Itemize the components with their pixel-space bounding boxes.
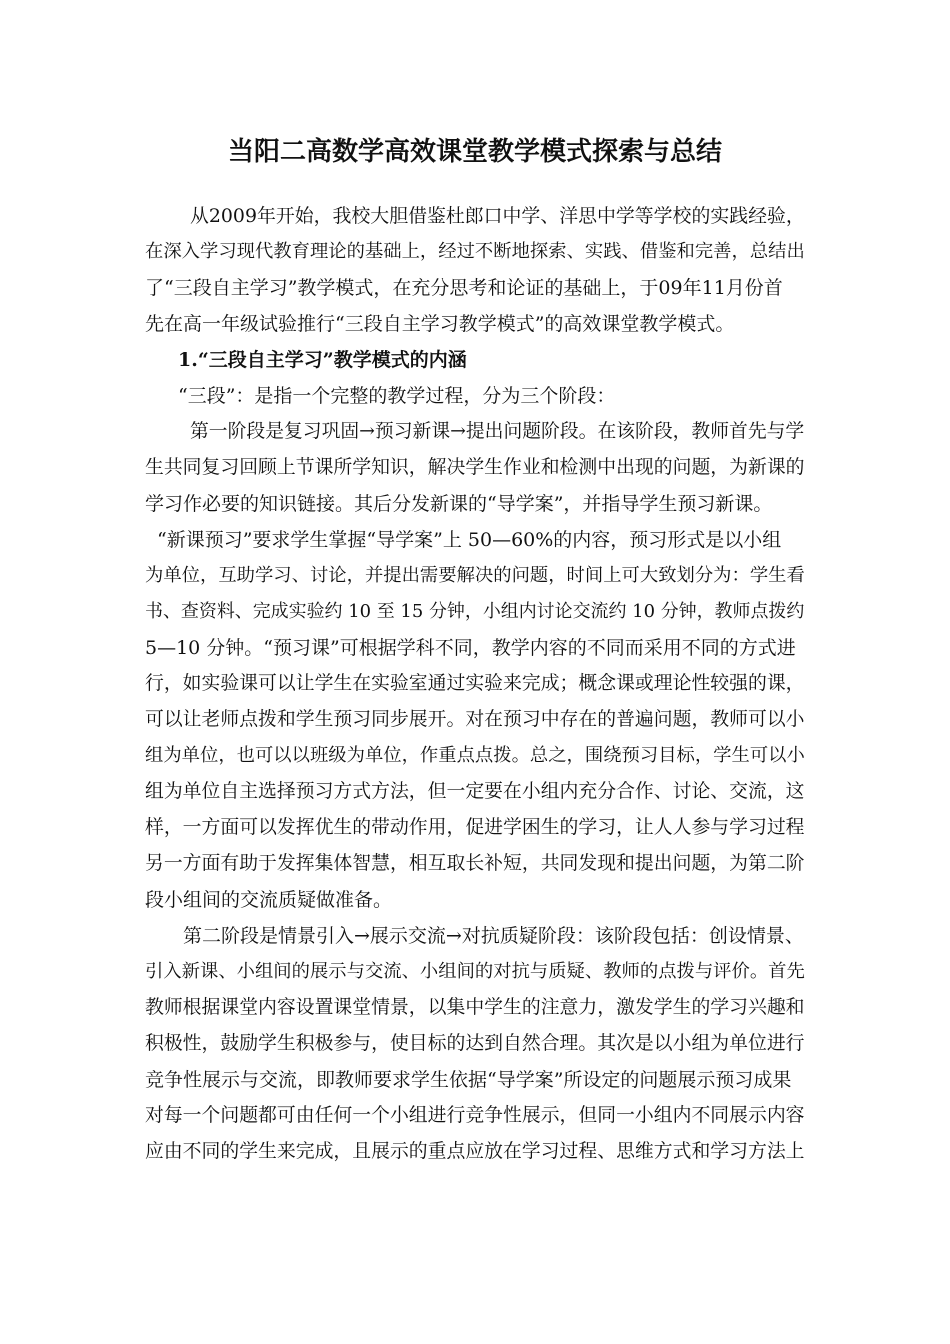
paragraph-line: 应由不同的学生来完成，且展示的重点应放在学习过程、思维方式和学习方法上 [145,1141,805,1162]
paragraph-line: 生共同复习回顾上节课所学知识，解决学生作业和检测中出现的问题，为新课的 [145,457,805,478]
paragraph-line: 行，如实验课可以让学生在实验室通过实验来完成；概念课或理论性较强的课， [145,673,805,694]
paragraph-line: 段小组间的交流质疑做准备。 [145,889,393,911]
paragraph-line: 在深入学习现代教育理论的基础上，经过不断地探索、实践、借鉴和完善，总结出 [145,241,805,262]
paragraph-line: 积极性，鼓励学生积极参与，使目标的达到自然合理。其次是以小组为单位进行 [145,1033,805,1054]
paragraph-line: 样，一方面可以发挥优生的带动作用，促进学困生的学习，让人人参与学习过程 [145,817,805,838]
paragraph-line: 引入新课、小组间的展示与交流、小组间的对抗与质疑、教师的点拨与评价。首先 [145,961,805,982]
paragraph-line: 第二阶段是情景引入→展示交流→对抗质疑阶段：该阶段包括：创设情景、 [183,925,804,947]
paragraph-line: 组为单位自主选择预习方式方法，但一定要在小组内充分合作、讨论、交流，这 [145,781,805,802]
paragraph-line: 为单位，互助学习、讨论，并提出需要解决的问题，时间上可大致划分为：学生看 [145,565,805,586]
paragraph-line: 可以让老师点拨和学生预习同步展开。对在预习中存在的普遍问题，教师可以小 [145,709,805,730]
paragraph-line: 先在高一年级试验推行“三段自主学习教学模式”的高效课堂教学模式。 [145,313,735,335]
paragraph-line: “新课预习”要求学生掌握“导学案”上 50—60%的内容，预习形式是以小组 [157,529,782,551]
paragraph-line: 组为单位，也可以以班级为单位，作重点点拨。总之，围绕预习目标，学生可以小 [145,745,805,766]
paragraph-line: 从2009年开始，我校大胆借鉴杜郎口中学、洋思中学等学校的实践经验， [190,205,805,227]
paragraph-line: 第一阶段是复习巩固→预习新课→提出问题阶段。在该阶段，教师首先与学 [190,421,805,442]
document-title: 当阳二高数学高效课堂教学模式探索与总结 [227,137,722,167]
paragraph-line: “三段”：是指一个完整的教学过程，分为三个阶段： [178,385,616,407]
paragraph-line: 书、查资料、完成实验约 10 至 15 分钟，小组内讨论交流约 10 分钟，教师点拨约 [145,601,805,622]
paragraph-line: 对每一个问题都可由任何一个小组进行竞争性展示，但同一小组内不同展示内容 [145,1105,805,1126]
paragraph-line: 5—10 分钟。“预习课”可根据学科不同，教学内容的不同而采用不同的方式进 [145,637,796,659]
paragraph-line: 竞争性展示与交流，即教师要求学生依据“导学案”所设定的问题展示预习成果 [145,1069,792,1091]
section-heading: 1.“三段自主学习”教学模式的内涵 [178,349,467,371]
paragraph-line: 了“三段自主学习”教学模式，在充分思考和论证的基础上，于09年11月份首 [145,277,783,299]
paragraph-line: 另一方面有助于发挥集体智慧，相互取长补短，共同发现和提出问题，为第二阶 [145,853,805,874]
paragraph-line: 学习作必要的知识链接。其后分发新课的“导学案”，并指导学生预习新课。 [145,493,773,515]
paragraph-line: 教师根据课堂内容设置课堂情景，以集中学生的注意力，激发学生的学习兴趣和 [145,997,805,1018]
